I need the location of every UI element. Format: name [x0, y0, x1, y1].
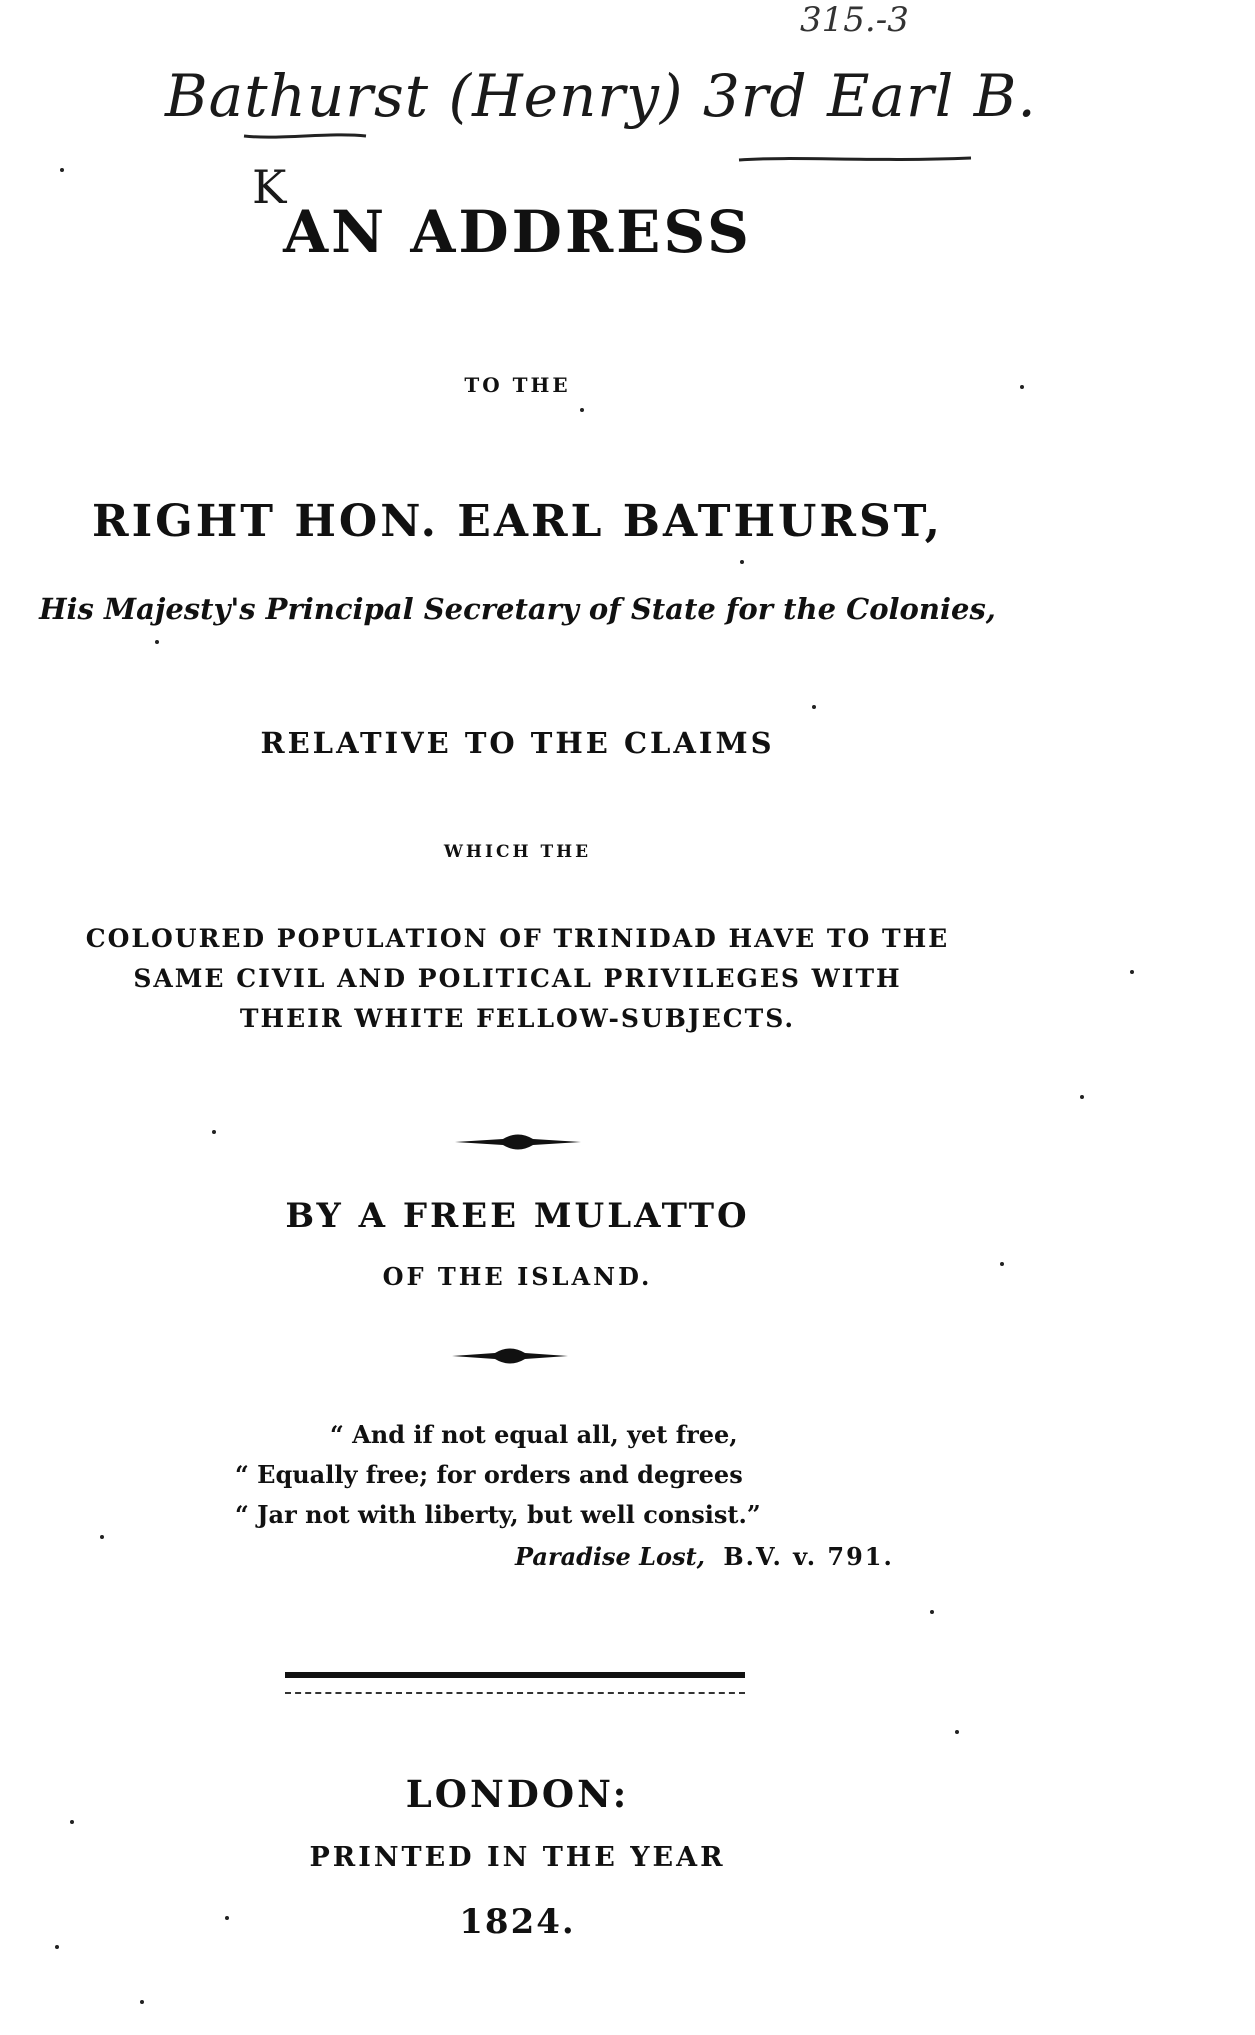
imprint-place: LONDON:	[405, 1772, 630, 1816]
paper-speck	[1080, 1095, 1084, 1099]
paper-speck	[812, 705, 816, 709]
which-the-line: WHICH THE	[443, 842, 592, 862]
epigraph-source-reference: B.V. v. 791.	[723, 1542, 894, 1571]
paper-speck	[225, 1916, 229, 1920]
paper-speck	[212, 1130, 216, 1134]
claims-line-1: COLOURED POPULATION OF TRINIDAD HAVE TO THE	[85, 924, 950, 953]
ornamental-rule	[453, 1130, 583, 1154]
main-title: AN ADDRESS	[283, 198, 752, 266]
paper-speck	[55, 1945, 59, 1949]
paper-speck	[155, 640, 159, 644]
paper-speck	[955, 1730, 959, 1734]
ornamental-rule	[450, 1344, 570, 1368]
double-rule	[285, 1672, 745, 1694]
catalogue-note-annotation: Bathurst (Henry) 3rd Earl B.	[165, 62, 1037, 130]
paper-speck	[930, 1610, 934, 1614]
author-line: BY A FREE MULATTO	[285, 1196, 750, 1236]
handwritten-underline	[240, 128, 370, 144]
office-line: His Majesty's Principal Secretary of State for the Colonies,	[39, 592, 996, 626]
epigraph-line-1: “ And if not equal all, yet free,	[330, 1420, 738, 1449]
epigraph-source	[515, 1542, 894, 1571]
handwritten-underline	[735, 148, 975, 168]
to-the-line: TO THE	[464, 373, 571, 397]
claims-line-2: SAME CIVIL AND POLITICAL PRIVILEGES WITH	[133, 964, 902, 993]
paper-speck	[140, 2000, 144, 2004]
paper-speck	[100, 1535, 104, 1539]
recipient-line: RIGHT HON. EARL BATHURST,	[92, 496, 943, 547]
epigraph-line-2: “ Equally free; for orders and degrees	[235, 1460, 743, 1489]
letter-k-annotation: K	[252, 160, 287, 214]
paper-speck	[1000, 1262, 1004, 1266]
shelfmark-annotation: 315.-3	[800, 0, 909, 40]
imprint-printed: PRINTED IN THE YEAR	[309, 1842, 726, 1873]
relative-line: RELATIVE TO THE CLAIMS	[260, 726, 775, 760]
paper-speck	[580, 408, 584, 412]
imprint-year: 1824.	[459, 1902, 576, 1942]
paper-speck	[740, 560, 744, 564]
epigraph-source-title: Paradise Lost,	[515, 1542, 706, 1571]
paper-speck	[70, 1820, 74, 1824]
paper-speck	[60, 168, 64, 172]
epigraph-line-3: “ Jar not with liberty, but well consist.”	[235, 1500, 761, 1529]
paper-speck	[1020, 385, 1024, 389]
paper-speck	[1130, 970, 1134, 974]
author-origin-line: OF THE ISLAND.	[382, 1262, 653, 1291]
claims-line-3: THEIR WHITE FELLOW-SUBJECTS.	[239, 1004, 796, 1033]
